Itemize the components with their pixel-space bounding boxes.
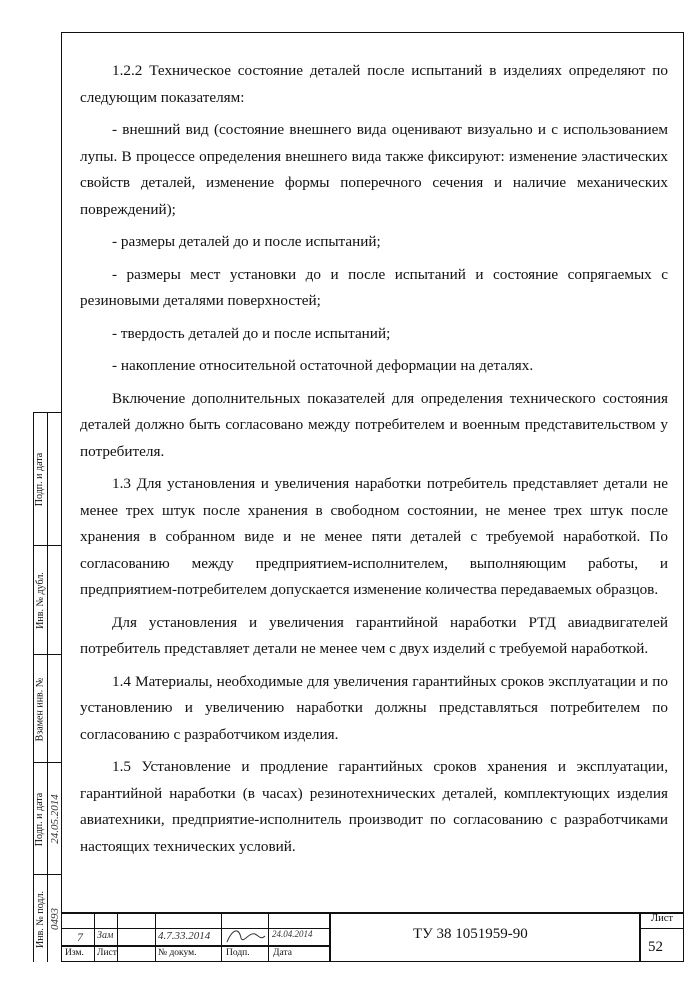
- title-block-col-line-3: [155, 912, 156, 962]
- list-item-mounting: - размеры мест установки до и после испытаний и состояние сопрягаемых с резиновыми деталями поверхностей;: [80, 265, 668, 309]
- title-block-col-line-6: [329, 912, 331, 962]
- paragraph-1-4: 1.4 Материалы, необходимые для увеличения гарантийных сроков эксплуатации и по установлению и увеличению наработки должны представляться потребителем по согласованию с разработчиком изделия.: [80, 672, 668, 743]
- header-list: Лист: [97, 948, 117, 958]
- header-data: Дата: [273, 948, 292, 958]
- list-item-appearance: - внешний вид (состояние внешнего вида оценивают визуально и с использованием лупы. В процессе определения внешнего вида также фиксируют: изменение эластических свойств деталей, изменение формы поперечного сечения и наличие механических повреждений);: [80, 121, 668, 218]
- paragraph-warranty-run: Для установления и увеличения гарантийной наработки РТД авиадвигателей потребитель представляет детали не менее чем с двух изделий с требуемой наработкой.: [80, 613, 668, 657]
- list-item-dimensions: - размеры деталей до и после испытаний;: [112, 233, 381, 250]
- paragraph-1-5: 1.5 Установление и продление гарантийных сроков хранения и эксплуатации, гарантийной наработки (в часах) резинотехнических деталей, комплектующих изделия авиатехники, предприятие-исполнитель производит по согласованию с разработчиками настоящих технических условий.: [80, 758, 668, 855]
- sheet-label: Лист: [651, 913, 673, 924]
- margin-stamp-strip: [33, 412, 61, 962]
- title-block-row-line-2: [61, 945, 329, 947]
- margin-label-inv-podl: Инв. № подл.: [34, 890, 46, 948]
- signature-icon: [225, 926, 267, 946]
- paragraph-1-3: 1.3 Для установления и увеличения наработки потребитель представляет детали не менее трех штук после хранения в свободном состоянии, не менее трех штук после хранения в собранном виде и не менее пяти деталей с требуемой наработкой. По согласованию между предприятием-исполнителем, выполняющим работы, и предприятием-потребителем допускается изменение количества передаваемых образцов.: [80, 475, 668, 598]
- header-doc-no: № докум.: [158, 948, 197, 958]
- list-item-hardness: - твердость деталей до и после испытаний;: [112, 324, 391, 342]
- title-block-col-line-1: [94, 912, 95, 962]
- margin-label-podp-data-1: Подп. и дата: [34, 452, 46, 507]
- paragraph-1-2-2: 1.2.2 Техническое состояние деталей после испытаний в изделиях определяют по следующим показателям:: [80, 62, 668, 106]
- handwritten-inv-number: 0493: [48, 908, 61, 930]
- margin-label-vzamen-inv: Взамен инв. №: [34, 677, 46, 741]
- sheet-cell-divider: [639, 928, 684, 929]
- header-izm: Изм.: [65, 948, 84, 958]
- margin-label-inv-dubl: Инв. № дубл.: [34, 572, 46, 629]
- entry-data: 24.04.2014: [272, 929, 313, 939]
- entry-list: Зам: [97, 930, 114, 941]
- entry-doc-no: 4.7.33.2014: [158, 930, 211, 942]
- header-podp: Подп.: [226, 948, 250, 958]
- sheet-number: 52: [648, 939, 663, 955]
- title-block-col-line-5: [268, 912, 269, 962]
- document-code: ТУ 38 1051959-90: [413, 926, 528, 942]
- paragraph-additional: Включение дополнительных показателей для определения технического состояния деталей должно быть согласовано между потребителем и военным представительством у потребителя.: [80, 389, 668, 460]
- title-block: [61, 912, 684, 962]
- title-block-col-line-2: [117, 912, 118, 962]
- entry-izm: 7: [77, 930, 83, 944]
- margin-label-podp-data-2: Подп. и дата: [34, 792, 46, 846]
- sheet-cell-border: [639, 912, 641, 962]
- document-body: [80, 58, 668, 860]
- title-block-col-line-4: [221, 912, 222, 962]
- handwritten-date: 24.05.2014: [48, 794, 61, 844]
- list-item-deformation: - накопление относительной остаточной деформации на деталях.: [112, 357, 534, 374]
